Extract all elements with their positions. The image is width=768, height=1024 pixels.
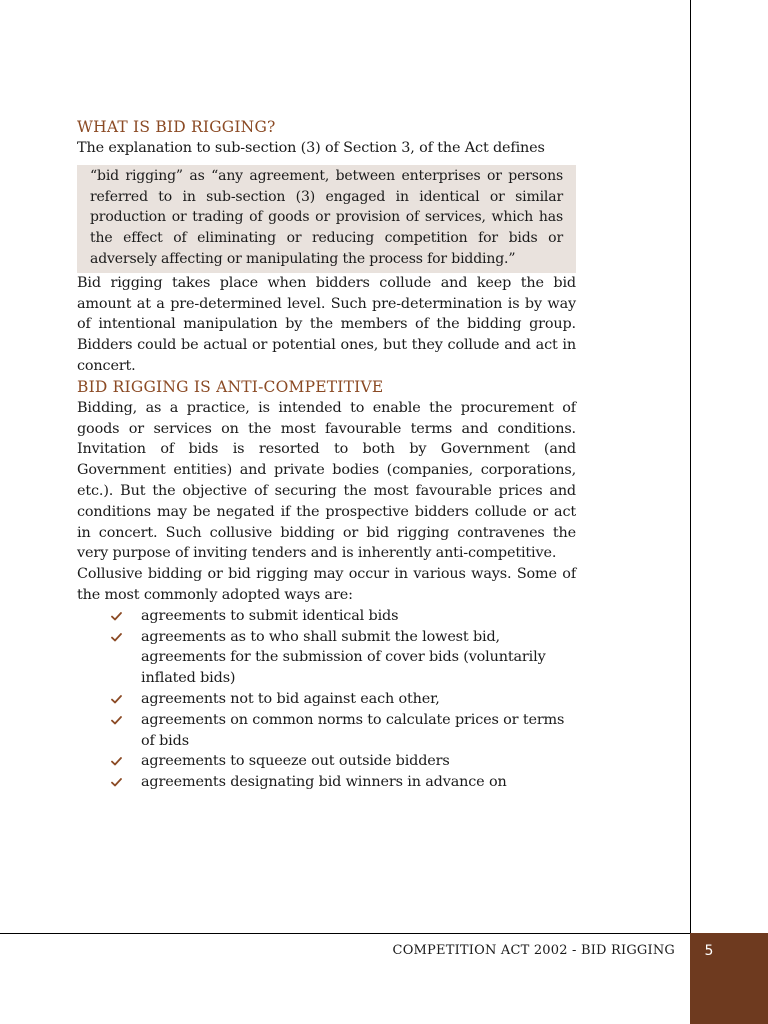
list-item-text: agreements as to who shall submit the lowest bid, agreements for the submission of cover bids (voluntarily inflated bids) <box>141 628 546 687</box>
section-heading-what-is-bid-rigging: WHAT IS BID RIGGING? <box>77 118 276 136</box>
ways-list <box>77 606 576 793</box>
list-item-text: agreements to squeeze out outside bidders <box>141 753 450 770</box>
check-icon <box>111 633 122 642</box>
list-item-text: agreements on common norms to calculate prices or terms of bids <box>141 711 565 749</box>
check-icon <box>111 695 122 704</box>
list-item <box>141 772 576 793</box>
margin-rule-vertical <box>690 0 691 934</box>
section-heading-anti-competitive: BID RIGGING IS ANTI-COMPETITIVE <box>77 377 384 396</box>
definition-quote-box <box>77 165 576 273</box>
page-number: 5 <box>704 943 714 959</box>
list-item <box>141 627 576 689</box>
footer-rule <box>0 933 691 934</box>
list-item-text: agreements not to bid against each other, <box>141 690 440 707</box>
check-icon <box>111 612 122 621</box>
check-icon <box>111 757 122 766</box>
list-item <box>141 751 576 772</box>
list-item <box>141 710 576 752</box>
paragraph-ways-intro: Collusive bidding or bid rigging may occur in various ways. Some of the most commonly adopted ways are: <box>77 566 576 603</box>
list-item-text: agreements to submit identical bids <box>141 607 399 624</box>
list-item <box>141 689 576 710</box>
check-icon <box>111 716 122 725</box>
paragraph-bid-rigging-explained: Bid rigging takes place when bidders collude and keep the bid amount at a pre-determined level. Such pre-determination is by way of intentional manipulation by the members of the bidding group. Bidders could be actual or potential ones, but they collude and act in concert. <box>77 274 576 374</box>
page-content <box>77 117 576 793</box>
page-number-tab <box>690 933 768 1024</box>
check-icon <box>111 778 122 787</box>
list-item <box>141 606 576 627</box>
intro-text: The explanation to sub-section (3) of Section 3, of the Act defines <box>77 140 545 156</box>
paragraph-bidding-practice: Bidding, as a practice, is intended to enable the procurement of goods or services on the most favourable terms and conditions. Invitation of bids is resorted to both by Government (and Government entities) and private bodies (companies, corporations, etc.). But the objective of securing the most favourable prices and conditions may be negated if the prospective bidders collude or act in concert. Such collusive bidding or bid rigging contravenes the very purpose of inviting tenders and is inherently anti-competitive. <box>77 399 576 562</box>
list-item-text: agreements designating bid winners in advance on <box>141 774 507 791</box>
definition-quote: “bid rigging” as “any agreement, between enterprises or persons referred to in sub-section (3) engaged in identical or similar production or trading of goods or provision of services, which has the effect of eliminating or reducing competition for bids or adversely affecting or manipulating the process for bidding.” <box>90 167 563 267</box>
footer-title: COMPETITION ACT 2002 - BID RIGGING <box>392 943 675 958</box>
